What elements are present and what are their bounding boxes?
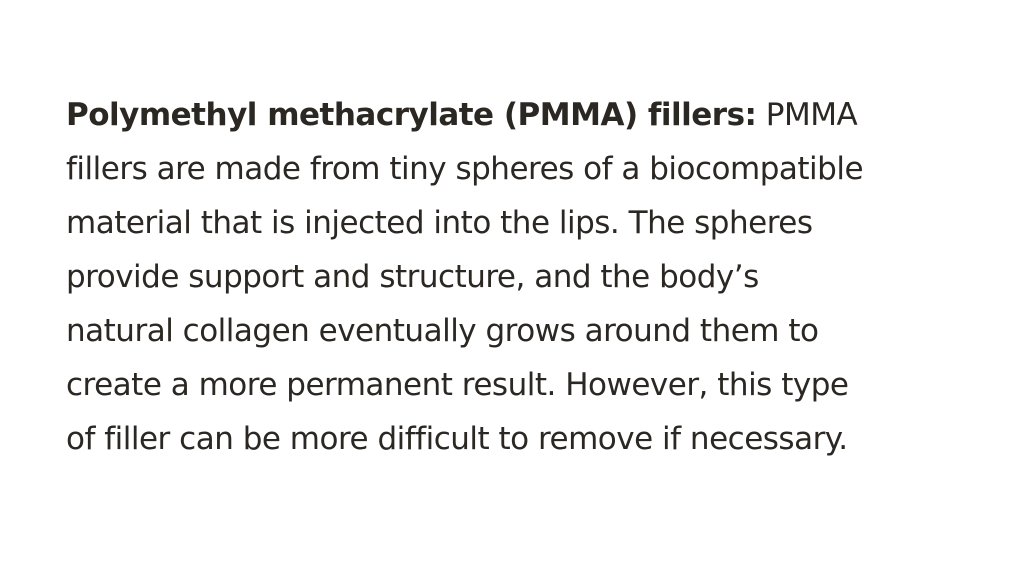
paragraph-line-2: fillers are made from tiny spheres of a biocompatible	[66, 151, 864, 187]
paragraph-line-7: of filler can be more difficult to remove if necessary.	[66, 421, 848, 457]
paragraph-line-5: natural collagen eventually grows around them to	[66, 313, 819, 349]
paragraph-line-1	[66, 88, 966, 142]
body-paragraph	[66, 88, 966, 466]
bold-term: Polymethyl methacrylate (PMMA) fillers:	[66, 97, 757, 133]
paragraph-line-4: provide support and structure, and the body’s	[66, 259, 759, 295]
line-1-rest: PMMA	[756, 97, 858, 133]
paragraph-line-6: create a more permanent result. However, this type	[66, 367, 849, 403]
paragraph-line-3: material that is injected into the lips. The spheres	[66, 205, 813, 241]
